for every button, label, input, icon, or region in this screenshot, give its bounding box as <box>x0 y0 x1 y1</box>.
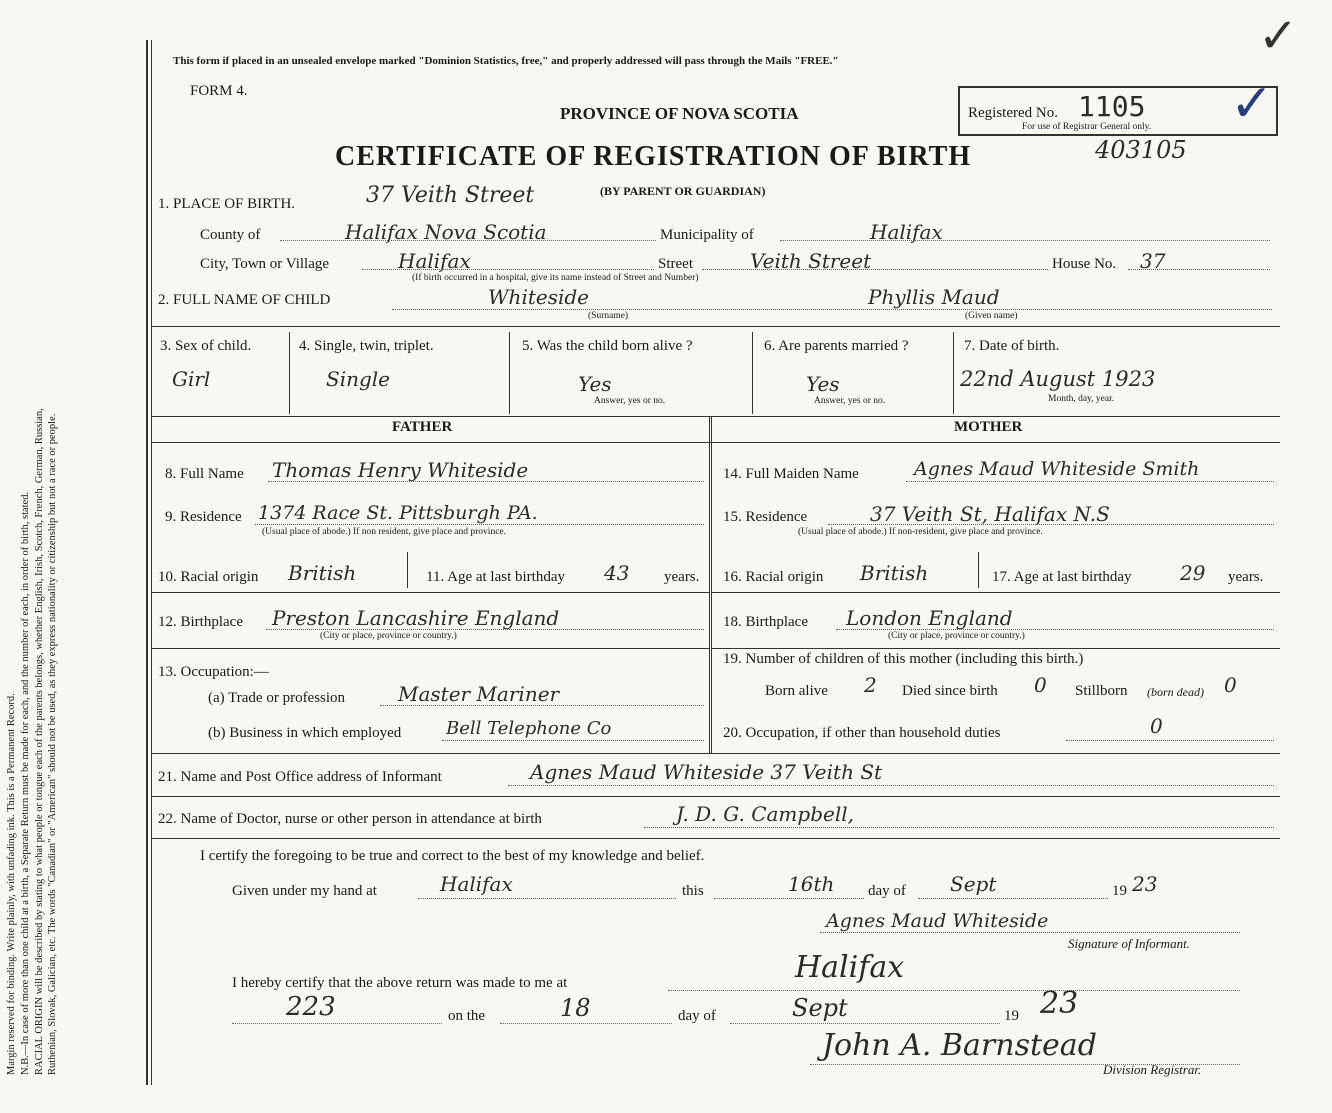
section-rule <box>152 648 709 649</box>
father-trade-underline <box>380 705 704 706</box>
registered-note: For use of Registrar General only. <box>1022 122 1152 132</box>
county-label: County of <box>200 227 261 243</box>
column-divider <box>509 332 510 414</box>
margin-note-line: Ruthenian, Slovak, Galician, etc. The words "Canadian" or "American" should not be used, as they express nationality or citizenship but not a race or people. <box>47 413 59 1075</box>
stillborn-label: Stillborn <box>1075 683 1128 699</box>
registered-label: Registered No. <box>968 105 1058 121</box>
municipality-value: Halifax <box>870 220 943 244</box>
city-underline <box>362 269 654 270</box>
document-title: CERTIFICATE OF REGISTRATION OF BIRTH <box>335 141 972 172</box>
mother-racial-label: 16. Racial origin <box>723 569 824 585</box>
born-alive-label: 5. Was the child born alive ? <box>522 338 693 354</box>
mother-occupation-underline <box>1066 740 1274 741</box>
house-label: House No. <box>1052 256 1117 272</box>
given-caption: (Given name) <box>965 311 1018 321</box>
mother-birthplace-caption: (City or place, province or country.) <box>888 631 1025 641</box>
registrar-statement: I hereby certify that the above return was made to me at <box>232 975 568 991</box>
margin-note-line: N.B.—In case of more than one child at a birth, a Separate Return must be made for each, and the number of each, in order of birth, stated. <box>19 491 31 1075</box>
given-year-prefix: 19 <box>1112 883 1127 899</box>
registrar-month-underline <box>730 1023 1000 1024</box>
registered-value: 1105 <box>1078 90 1146 123</box>
municipality-label: Municipality of <box>660 227 754 243</box>
stillborn-value: 0 <box>1224 673 1237 697</box>
given-month-underline <box>918 898 1108 899</box>
plurality-label: 4. Single, twin, triplet. <box>299 338 434 354</box>
binding-border <box>146 40 148 1085</box>
place-of-birth-value: 37 Veith Street <box>366 183 535 208</box>
father-birthplace-caption: (City or place, province or country.) <box>320 631 457 641</box>
registrar-month-value: Sept <box>792 994 848 1022</box>
mother-age-value: 29 <box>1180 561 1206 585</box>
county-underline <box>280 240 656 241</box>
parents-divider <box>709 416 712 753</box>
informant-underline <box>508 785 1274 786</box>
father-birthplace-value: Preston Lancashire England <box>272 606 560 630</box>
section-rule <box>152 592 709 593</box>
born-alive-value: Yes <box>578 372 612 396</box>
date-of-birth-label: 7. Date of birth. <box>964 338 1060 354</box>
father-age-value: 43 <box>604 561 630 585</box>
father-residence-caption: (Usual place of abode.) If non resident, give place and province. <box>262 527 506 537</box>
hospital-note: (If birth occurred in a hospital, give its name instead of Street and Number) <box>412 273 699 283</box>
mother-age-suffix: years. <box>1228 569 1264 585</box>
father-racial-label: 10. Racial origin <box>158 569 259 585</box>
registered-box <box>958 76 1278 136</box>
mother-birthplace-value: London England <box>846 606 1013 630</box>
house-value: 37 <box>1140 249 1166 273</box>
mother-name-underline <box>906 481 1274 482</box>
section-rule <box>152 442 1280 443</box>
father-age-label: 11. Age at last birthday <box>426 569 565 585</box>
registrar-signature: John A. Barnstead <box>822 1028 1097 1063</box>
given-under-hand-label: Given under my hand at <box>232 883 377 899</box>
father-birthplace-label: 12. Birthplace <box>158 614 243 630</box>
father-racial-value: British <box>288 561 357 585</box>
informant-signature: Agnes Maud Whiteside <box>826 910 1049 932</box>
mother-children-label: 19. Number of children of this mother (including this birth.) <box>723 651 1084 667</box>
mother-residence-label: 15. Residence <box>723 509 808 525</box>
given-place-value: Halifax <box>440 872 513 896</box>
binding-border <box>151 40 152 1085</box>
this-label: this <box>682 883 704 899</box>
given-month-value: Sept <box>950 872 997 896</box>
father-name-label: 8. Full Name <box>165 466 244 482</box>
province-title: PROVINCE OF NOVA SCOTIA <box>560 104 799 123</box>
registrar-prefix-underline <box>232 1023 442 1024</box>
section-rule <box>711 592 1280 593</box>
child-name-underline <box>392 309 1272 310</box>
registrar-day-underline <box>500 1023 672 1024</box>
given-day-underline <box>714 898 864 899</box>
mother-occupation-label: 20. Occupation, if other than household duties <box>723 725 1001 741</box>
mother-age-label: 17. Age at last birthday <box>992 569 1132 585</box>
check-mark-icon: ✓ <box>1258 10 1299 63</box>
father-business-label: (b) Business in which employed <box>208 725 402 741</box>
check-mark-icon: ✓ <box>1230 76 1274 133</box>
column-divider <box>978 552 979 588</box>
given-day-value: 16th <box>788 872 835 896</box>
mother-racial-value: British <box>860 561 929 585</box>
father-birthplace-underline <box>266 629 704 630</box>
mail-notice: This form if placed in an unsealed envelope marked "Dominion Statistics, free," and properly addressed will pass through the Mails "FREE." <box>173 55 839 67</box>
column-divider <box>407 552 408 588</box>
father-name-value: Thomas Henry Whiteside <box>272 458 529 482</box>
died-since-birth-label: Died since birth <box>902 683 998 699</box>
street-value: Veith Street <box>750 249 872 273</box>
registrar-day-value: 18 <box>560 994 591 1022</box>
stillborn-note: (born dead) <box>1147 685 1204 699</box>
given-place-underline <box>418 898 676 899</box>
child-name-label: 2. FULL NAME OF CHILD <box>158 292 331 308</box>
father-trade-label: (a) Trade or profession <box>208 690 346 706</box>
margin-note <box>5 40 60 1075</box>
on-the-label: on the <box>448 1008 486 1024</box>
mother-birthplace-underline <box>836 629 1274 630</box>
born-alive-count-value: 2 <box>864 673 877 697</box>
informant-signature-underline <box>820 932 1240 933</box>
day-of-label: day of <box>868 883 906 899</box>
father-age-suffix: years. <box>664 569 700 585</box>
section-rule <box>152 838 1280 839</box>
division-registrar-caption: Division Registrar. <box>1103 1062 1202 1077</box>
died-since-birth-value: 0 <box>1034 673 1047 697</box>
municipality-underline <box>780 240 1270 241</box>
doctor-underline <box>644 827 1274 828</box>
surname-caption: (Surname) <box>588 311 629 321</box>
mother-heading: MOTHER <box>954 419 1023 435</box>
registrar-place-value: Halifax <box>795 950 905 985</box>
column-divider <box>289 332 290 414</box>
section-rule <box>152 753 1280 754</box>
mother-residence-caption: (Usual place of abode.) If non-resident, give place and province. <box>798 527 1043 537</box>
mother-name-label: 14. Full Maiden Name <box>723 466 859 482</box>
born-alive-caption: Answer, yes or no. <box>594 396 666 406</box>
date-of-birth-caption: Month, day, year. <box>1048 394 1115 404</box>
margin-note-line: RACIAL ORIGIN will be described by stating to what people or tongue each of the parents belongs, whether English, Irish, Scotch, French, German, Russian, <box>33 408 45 1075</box>
sex-label: 3. Sex of child. <box>160 338 252 354</box>
registrar-year-value: 23 <box>1040 986 1079 1021</box>
father-occupation-label: 13. Occupation:— <box>158 664 269 680</box>
informant-value: Agnes Maud Whiteside 37 Veith St <box>530 760 883 784</box>
married-caption: Answer, yes or no. <box>814 396 886 406</box>
form-number: FORM 4. <box>190 83 248 99</box>
child-surname-value: Whiteside <box>488 285 590 309</box>
father-heading: FATHER <box>392 419 453 435</box>
married-value: Yes <box>806 372 840 396</box>
father-trade-value: Master Mariner <box>398 682 560 706</box>
city-label: City, Town or Village <box>200 256 330 272</box>
mother-birthplace-label: 18. Birthplace <box>723 614 808 630</box>
by-parent-note: (BY PARENT OR GUARDIAN) <box>600 184 766 198</box>
registrar-place-underline <box>668 990 1240 991</box>
house-underline <box>1128 269 1270 270</box>
doctor-label: 22. Name of Doctor, nurse or other person in attendance at birth <box>158 811 542 827</box>
county-value: Halifax Nova Scotia <box>345 220 547 244</box>
column-divider <box>752 332 753 414</box>
informant-label: 21. Name and Post Office address of Informant <box>158 769 442 785</box>
married-label: 6. Are parents married ? <box>764 338 909 354</box>
city-value: Halifax <box>398 249 471 273</box>
father-residence-value: 1374 Race St. Pittsburgh PA. <box>258 502 538 524</box>
father-business-value: Bell Telephone Co <box>446 718 612 739</box>
signature-caption: Signature of Informant. <box>1068 936 1190 951</box>
mother-name-value: Agnes Maud Whiteside Smith <box>914 458 1200 480</box>
doctor-value: J. D. G. Campbell, <box>676 802 854 826</box>
place-of-birth-label: 1. PLACE OF BIRTH. <box>158 196 296 212</box>
given-year-value: 23 <box>1132 872 1158 896</box>
section-rule <box>152 326 1280 327</box>
section-rule <box>152 796 1280 797</box>
section-rule <box>711 648 1280 649</box>
column-divider <box>953 332 954 414</box>
date-of-birth-value: 22nd August 1923 <box>960 367 1156 391</box>
father-name-underline <box>268 481 704 482</box>
handwritten-number: 403105 <box>1095 136 1187 164</box>
father-business-underline <box>442 740 704 741</box>
sex-value: Girl <box>172 367 211 391</box>
margin-note-line: Margin reserved for binding. Write plainly, with unfading ink. This is a Permanent Record. <box>6 693 17 1075</box>
mother-residence-value: 37 Veith St, Halifax N.S <box>870 502 1110 526</box>
mother-occupation-value: 0 <box>1150 714 1163 738</box>
certify-statement: I certify the foregoing to be true and correct to the best of my knowledge and belief. <box>200 848 705 864</box>
mother-residence-underline <box>828 524 1274 525</box>
born-alive-count-label: Born alive <box>765 683 828 699</box>
registrar-prefix-value: 223 <box>286 992 336 1022</box>
registrar-year-prefix: 19 <box>1004 1008 1019 1024</box>
registrar-day-of-label: day of <box>678 1008 716 1024</box>
section-rule <box>152 416 1280 417</box>
father-residence-label: 9. Residence <box>165 509 242 525</box>
child-given-value: Phyllis Maud <box>868 285 1000 309</box>
father-residence-underline <box>255 524 704 525</box>
plurality-value: Single <box>326 367 391 391</box>
street-label: Street <box>658 256 693 272</box>
street-underline <box>702 269 1048 270</box>
